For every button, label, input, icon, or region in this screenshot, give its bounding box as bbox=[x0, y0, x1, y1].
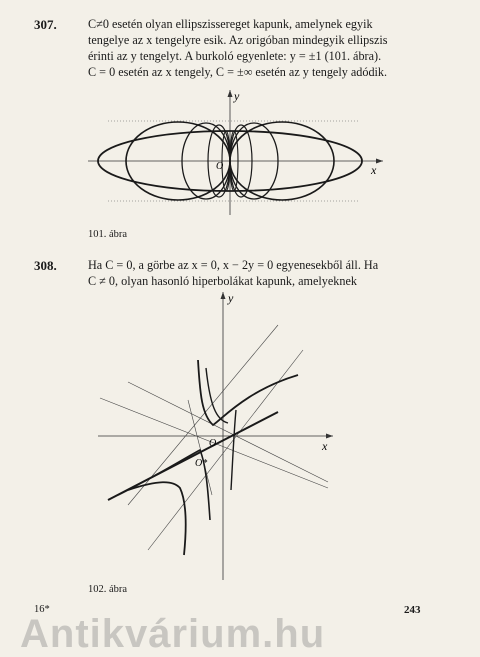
problem-308-text bbox=[88, 257, 388, 289]
fig101-x-label: x bbox=[371, 163, 377, 177]
problem-307-line-1: C≠0 esetén olyan ellipszissereget kapunk, amelynek egyik bbox=[88, 17, 373, 31]
fig102-hyperbola-upper-right bbox=[198, 360, 298, 425]
fig102-origin2-label: O* bbox=[195, 458, 208, 469]
fig102-y-arrow bbox=[221, 292, 226, 299]
problem-307-line-4: C = 0 esetén az x tengely, C = ±∞ esetén az y tengely adódik. bbox=[88, 65, 388, 79]
problem-308-number: 308. bbox=[34, 258, 57, 273]
problem-307-line-3: érinti az y tengelyt. A burkoló egyenlete: y = ±1 (101. ábra). bbox=[88, 49, 382, 63]
problem-307-line-2: tengelye az x tengelyre esik. Az origóban mindegyik ellipszis bbox=[88, 33, 388, 47]
figure-101-caption: 101. ábra bbox=[88, 229, 128, 240]
problem-308-line-1: Ha C = 0, a görbe az x = 0, x − 2y = 0 egyenesekből áll. Ha bbox=[88, 258, 379, 272]
watermark: Antikvárium.hu bbox=[20, 612, 326, 656]
figure-102-hyperbolas bbox=[88, 290, 348, 580]
page-number: 243 bbox=[404, 604, 421, 616]
fig101-x-arrow bbox=[376, 159, 383, 164]
fig102-origin-label: O bbox=[209, 438, 217, 449]
fig102-asymptote-4 bbox=[148, 350, 303, 550]
fig102-y-label: y bbox=[228, 291, 234, 305]
problem-307-text bbox=[88, 16, 388, 80]
fig102-hyperbola-lower-outer bbox=[128, 482, 186, 555]
problem-308-line-2: C ≠ 0, olyan hasonló hiperbolákat kapunk, amelyeknek bbox=[88, 274, 357, 288]
fig101-y-arrow bbox=[228, 90, 233, 97]
fig102-asymptote-3 bbox=[128, 382, 328, 482]
fig102-x-label: x bbox=[322, 439, 328, 453]
fig102-x-arrow bbox=[326, 434, 333, 439]
figure-102-caption: 102. ábra bbox=[88, 584, 128, 595]
figure-101-ellipses bbox=[88, 90, 388, 215]
fig101-y-label: y bbox=[234, 90, 240, 103]
problem-307-number: 307. bbox=[34, 17, 57, 32]
fig101-origin-label: O bbox=[216, 161, 224, 172]
footer-signature: 16* bbox=[34, 604, 50, 615]
